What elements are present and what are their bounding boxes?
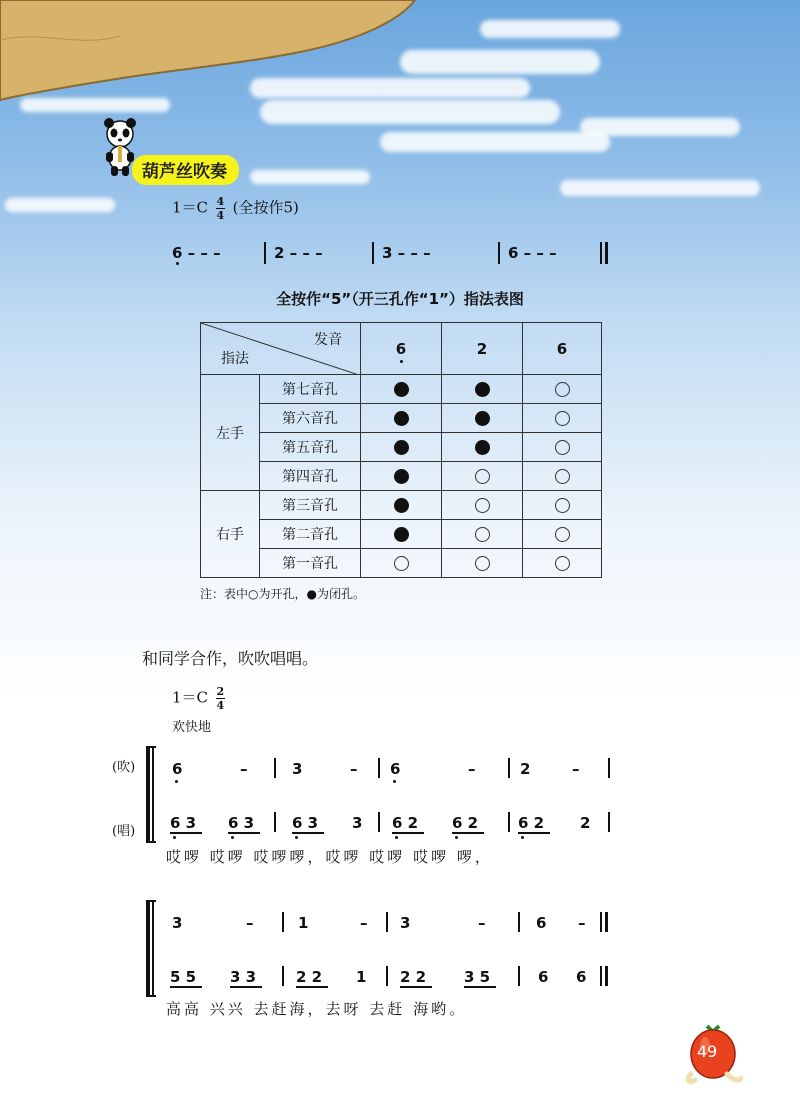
- beam: [518, 832, 550, 834]
- bar-line: [274, 758, 276, 778]
- note: –: [468, 760, 476, 778]
- hole-label: 第五音孔: [260, 433, 361, 462]
- note: 3: [352, 814, 363, 832]
- open-hole-icon: [555, 411, 570, 426]
- note-group: 2 2: [400, 968, 427, 986]
- note: 2: [580, 814, 591, 832]
- hole-mark-cell: [442, 491, 523, 520]
- bar-line: [264, 242, 266, 264]
- closed-hole-icon: [394, 411, 409, 426]
- hole-mark-cell: [361, 375, 442, 404]
- note: –: [572, 760, 580, 778]
- cloud: [560, 180, 760, 196]
- low-octave-dot: [455, 836, 458, 839]
- time-signature: $\frac{2}{4}$: [216, 685, 225, 712]
- low-octave-dot: [393, 780, 396, 783]
- hole-label: 第四音孔: [260, 462, 361, 491]
- lyrics-line-1: 哎啰 哎啰 哎啰啰，哎啰 哎啰 哎啰 啰，: [166, 848, 493, 866]
- low-octave-dot: [295, 836, 298, 839]
- closed-hole-icon: [394, 527, 409, 542]
- note: 6: [538, 968, 549, 986]
- hole-mark-cell: [442, 404, 523, 433]
- note: –: [246, 914, 254, 932]
- hole-mark-cell: [523, 433, 602, 462]
- key-label: 1＝C: [172, 198, 209, 217]
- hole-label: 第二音孔: [260, 520, 361, 549]
- cloud: [250, 78, 530, 98]
- key-signature: [172, 196, 299, 221]
- bar-line: [378, 812, 380, 832]
- note: 6: [390, 760, 401, 778]
- note-group: 6 3: [170, 814, 197, 832]
- bar-line: [386, 966, 388, 986]
- hole-label: 第一音孔: [260, 549, 361, 578]
- part-label-sing: (唱): [112, 824, 136, 839]
- bar-line: [518, 966, 520, 986]
- hole-mark-cell: [361, 549, 442, 578]
- score-line-1: [172, 244, 612, 264]
- open-hole-icon: [555, 556, 570, 571]
- system-bracket-line: [152, 902, 154, 996]
- pitch-header: 6: [523, 323, 602, 375]
- low-octave-dot: [173, 836, 176, 839]
- section-title: 葫芦丝吹奏: [132, 155, 239, 185]
- beam: [392, 832, 424, 834]
- bar-line: [386, 912, 388, 932]
- final-bar-line: [605, 966, 608, 986]
- cloud: [480, 20, 620, 38]
- open-hole-icon: [394, 556, 409, 571]
- closed-hole-icon: [475, 382, 490, 397]
- hole-label: 第三音孔: [260, 491, 361, 520]
- tempo-marking: 欢快地: [172, 720, 212, 735]
- fingering-table: [200, 322, 602, 578]
- beam: [452, 832, 484, 834]
- note-group: 6 3: [228, 814, 255, 832]
- bar-line: [372, 242, 374, 264]
- system-bracket-line: [152, 748, 154, 842]
- hole-mark-cell: [361, 433, 442, 462]
- hole-label: 第七音孔: [260, 375, 361, 404]
- note: 6: [576, 968, 587, 986]
- page-number: 49: [697, 1042, 718, 1061]
- key-label: 1＝C: [172, 688, 209, 707]
- open-hole-icon: [475, 527, 490, 542]
- system-bracket: [146, 902, 150, 996]
- table-caption: 全按作“5”（开三孔作“1”）指法表图: [276, 290, 524, 308]
- hole-label: 第六音孔: [260, 404, 361, 433]
- hole-mark-cell: [523, 404, 602, 433]
- closed-hole-icon: [475, 440, 490, 455]
- bracket-cap: [146, 900, 156, 902]
- cloud: [400, 50, 600, 74]
- hole-mark-cell: [442, 375, 523, 404]
- score-measure: 6 – – –: [508, 244, 557, 262]
- cloud: [20, 98, 170, 112]
- open-hole-icon: [475, 556, 490, 571]
- open-hole-icon: [555, 440, 570, 455]
- beam: [170, 832, 202, 834]
- note: –: [478, 914, 486, 932]
- hole-mark-cell: [523, 491, 602, 520]
- bar-line: [518, 912, 520, 932]
- bar-line: [508, 758, 510, 778]
- beam: [228, 832, 260, 834]
- note: 3: [292, 760, 303, 778]
- cloud: [260, 100, 560, 124]
- final-bar-line: [600, 912, 602, 932]
- system-bracket: [146, 748, 150, 842]
- hole-mark-cell: [523, 375, 602, 404]
- bar-line: [498, 242, 500, 264]
- low-octave-dot: [176, 262, 179, 265]
- bar-line: [378, 758, 380, 778]
- hole-mark-cell: [442, 433, 523, 462]
- note-group: 6 2: [518, 814, 545, 832]
- time-signature: $\frac{4}{4}$: [216, 195, 225, 222]
- note-group: 3 3: [230, 968, 257, 986]
- score-measure: 2 – – –: [274, 244, 323, 262]
- note-group: 2 2: [296, 968, 323, 986]
- hole-mark-cell: [361, 404, 442, 433]
- note: –: [350, 760, 358, 778]
- beam: [464, 986, 496, 988]
- fingering-note: (全按作5): [232, 198, 299, 217]
- closed-hole-icon: [394, 440, 409, 455]
- note: 3: [172, 914, 183, 932]
- hole-mark-cell: [523, 520, 602, 549]
- hole-mark-cell: [523, 549, 602, 578]
- closed-hole-icon: [475, 411, 490, 426]
- hole-mark-cell: [361, 491, 442, 520]
- hole-mark-cell: [442, 520, 523, 549]
- bar-line: [508, 812, 510, 832]
- cloud: [5, 198, 115, 212]
- low-octave-dot: [175, 780, 178, 783]
- open-hole-icon: [555, 469, 570, 484]
- beam: [400, 986, 432, 988]
- open-hole-icon: [555, 527, 570, 542]
- open-hole-icon: [475, 469, 490, 484]
- note: 6: [536, 914, 547, 932]
- final-bar-line: [600, 242, 602, 264]
- closed-hole-icon: [394, 498, 409, 513]
- pitch-header: 6: [361, 323, 442, 375]
- beam: [296, 986, 328, 988]
- cloud: [250, 170, 370, 184]
- hole-mark-cell: [361, 520, 442, 549]
- note: 3: [400, 914, 411, 932]
- open-hole-icon: [555, 382, 570, 397]
- hole-mark-cell: [442, 462, 523, 491]
- bar-line: [608, 812, 610, 832]
- key-signature-2: [172, 686, 228, 711]
- note: 6: [172, 760, 183, 778]
- bracket-cap: [146, 841, 156, 843]
- note: –: [360, 914, 368, 932]
- bar-line: [282, 966, 284, 986]
- intro-text: 和同学合作，吹吹唱唱。: [142, 649, 319, 668]
- bar-line: [608, 758, 610, 778]
- final-bar-line: [605, 912, 608, 932]
- beam: [170, 986, 202, 988]
- pitch-header: 2: [442, 323, 523, 375]
- hand-label: 右手: [201, 491, 260, 578]
- table-footnote: 注：表中○为开孔，●为闭孔。: [200, 587, 365, 601]
- low-octave-dot: [395, 836, 398, 839]
- beam: [292, 832, 324, 834]
- hole-mark-cell: [361, 462, 442, 491]
- note: –: [240, 760, 248, 778]
- note: 2: [520, 760, 531, 778]
- open-hole-icon: [475, 498, 490, 513]
- open-hole-icon: [555, 498, 570, 513]
- header-fingering-label: 指法: [221, 351, 249, 367]
- part-label-blow: (吹): [112, 760, 136, 775]
- hole-mark-cell: [442, 549, 523, 578]
- table-corner-cell: [201, 323, 361, 375]
- final-bar-line: [600, 966, 602, 986]
- closed-hole-icon: [394, 469, 409, 484]
- cloud: [380, 132, 610, 152]
- hand-label: 左手: [201, 375, 260, 491]
- lyrics-line-2: 高高 兴兴 去赶海，去呀 去赶 海哟。: [166, 1000, 468, 1018]
- note-group: 3 5: [464, 968, 491, 986]
- hole-mark-cell: [523, 462, 602, 491]
- header-pitch-label: 发音: [314, 332, 342, 348]
- note-group: 6 2: [452, 814, 479, 832]
- low-octave-dot: [231, 836, 234, 839]
- bar-line: [282, 912, 284, 932]
- note-group: 6 3: [292, 814, 319, 832]
- note: 1: [298, 914, 309, 932]
- score-measure: 6 – – –: [172, 244, 221, 262]
- score-measure: 3 – – –: [382, 244, 431, 262]
- note-group: 5 5: [170, 968, 197, 986]
- note: –: [578, 914, 586, 932]
- note-group: 6 2: [392, 814, 419, 832]
- bracket-cap: [146, 746, 156, 748]
- bracket-cap: [146, 995, 156, 997]
- closed-hole-icon: [394, 382, 409, 397]
- final-bar-line: [605, 242, 608, 264]
- low-octave-dot: [521, 836, 524, 839]
- bar-line: [274, 812, 276, 832]
- beam: [230, 986, 262, 988]
- note: 1: [356, 968, 367, 986]
